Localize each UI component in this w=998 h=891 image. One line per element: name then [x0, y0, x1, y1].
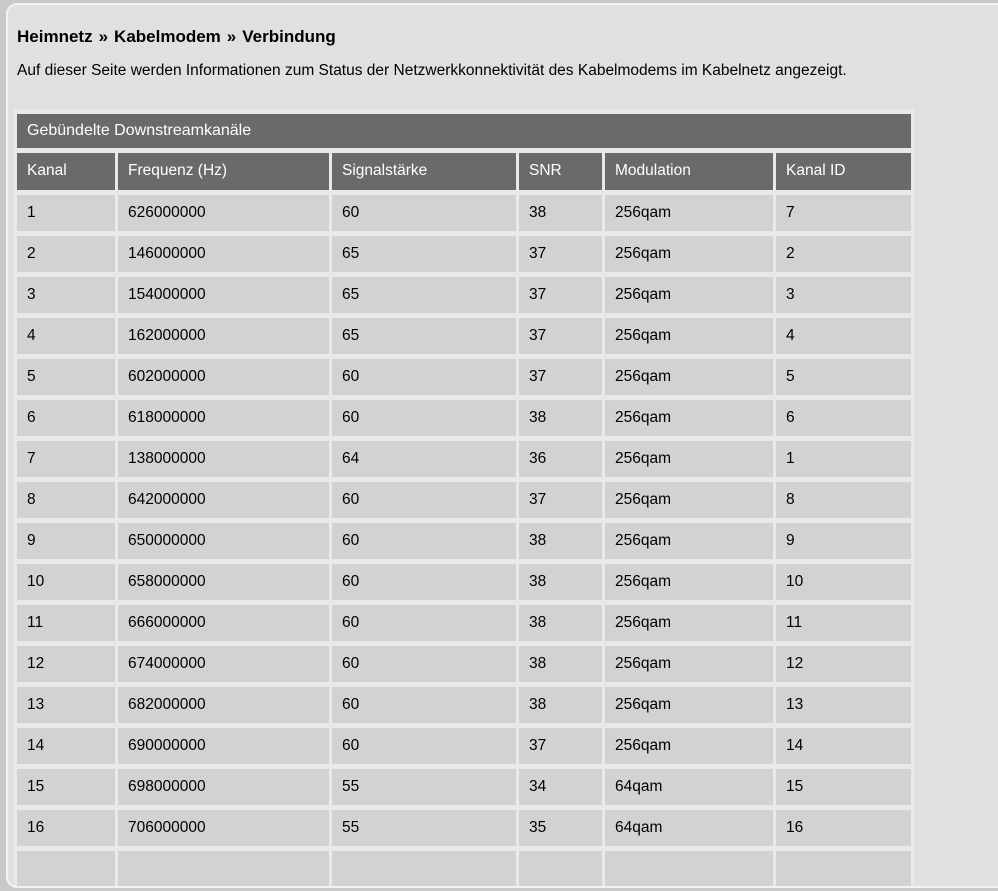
table-row [17, 769, 911, 805]
table-cell: 60 [332, 482, 516, 518]
table-cell: 37 [519, 482, 602, 518]
table-row [17, 646, 911, 682]
table-row [17, 482, 911, 518]
table-cell: 38 [519, 523, 602, 559]
table-row [17, 236, 911, 272]
page-description: Auf dieser Seite werden Informationen zum Status der Netzwerkkonnektivität des Kabelmodems im Kabelnetz angezeigt. [17, 62, 847, 79]
breadcrumb-separator: » [98, 27, 109, 46]
table-row [17, 728, 911, 764]
table-cell: 64qam [605, 769, 773, 805]
table-cell: 65 [332, 236, 516, 272]
table-cell: 256qam [605, 646, 773, 682]
table-cell: 37 [519, 359, 602, 395]
table-row [17, 441, 911, 477]
column-header-modulation: Modulation [605, 153, 773, 190]
table-cell: 8 [776, 482, 911, 518]
table-cell: 60 [332, 564, 516, 600]
column-header-signalstaerke: Signalstärke [332, 153, 516, 190]
table-cell: 14 [17, 728, 115, 764]
table-cell: 65 [332, 277, 516, 313]
table-cell: 626000000 [118, 195, 329, 231]
table-row [17, 523, 911, 559]
table-row [17, 400, 911, 436]
table-cell: 6 [17, 400, 115, 436]
table-cell: 256qam [605, 359, 773, 395]
table-cell: 65 [332, 318, 516, 354]
table-header-row [17, 153, 911, 190]
column-header-kanal-id: Kanal ID [776, 153, 911, 190]
table-title: Gebündelte Downstreamkanäle [17, 114, 911, 148]
table-cell: 1 [776, 441, 911, 477]
table-cell: 55 [332, 810, 516, 846]
table-cell: 12 [17, 646, 115, 682]
table-cell: 602000000 [118, 359, 329, 395]
table-cell: 690000000 [118, 728, 329, 764]
table-cell: 9 [17, 523, 115, 559]
table-cell: 7 [17, 441, 115, 477]
breadcrumb-separator: » [226, 27, 237, 46]
table-cell: 34 [519, 769, 602, 805]
table-row [17, 318, 911, 354]
breadcrumb-item-heimnetz: Heimnetz [17, 27, 93, 46]
column-header-snr: SNR [519, 153, 602, 190]
table-cell: 12 [776, 646, 911, 682]
table-cell: 650000000 [118, 523, 329, 559]
table-cell: 162000000 [118, 318, 329, 354]
table-cell: 674000000 [118, 646, 329, 682]
table-cell: 10 [776, 564, 911, 600]
table-row [17, 277, 911, 313]
table-cell: 38 [519, 195, 602, 231]
table-cell: 9 [776, 523, 911, 559]
breadcrumb-item-kabelmodem: Kabelmodem [114, 27, 221, 46]
table-cell [605, 851, 773, 887]
table-cell: 256qam [605, 687, 773, 723]
table-row [17, 564, 911, 600]
table-cell: 64 [332, 441, 516, 477]
table-cell: 38 [519, 687, 602, 723]
table-cell: 16 [17, 810, 115, 846]
table-cell: 154000000 [118, 277, 329, 313]
table-cell: 666000000 [118, 605, 329, 641]
table-cell: 2 [17, 236, 115, 272]
table-cell: 60 [332, 195, 516, 231]
table-cell: 38 [519, 605, 602, 641]
table-cell: 60 [332, 687, 516, 723]
table-cell: 35 [519, 810, 602, 846]
table-cell: 256qam [605, 728, 773, 764]
table-cell: 3 [776, 277, 911, 313]
table-row [17, 605, 911, 641]
table-cell: 36 [519, 441, 602, 477]
column-header-kanal: Kanal [17, 153, 115, 190]
table-cell: 256qam [605, 605, 773, 641]
breadcrumb-item-verbindung: Verbindung [242, 27, 336, 46]
table-cell: 4 [17, 318, 115, 354]
table-cell: 15 [17, 769, 115, 805]
table-row [17, 359, 911, 395]
table-cell: 3 [17, 277, 115, 313]
table-cell: 698000000 [118, 769, 329, 805]
table-cell: 15 [776, 769, 911, 805]
table-cell: 1 [17, 195, 115, 231]
table-cell [118, 851, 329, 887]
table-cell: 13 [776, 687, 911, 723]
table-cell: 256qam [605, 277, 773, 313]
table-cell: 256qam [605, 523, 773, 559]
table-cell: 4 [776, 318, 911, 354]
table-cell: 60 [332, 646, 516, 682]
table-cell: 60 [332, 523, 516, 559]
downstream-channels-table [14, 109, 914, 889]
table-cell: 11 [776, 605, 911, 641]
table-cell: 706000000 [118, 810, 329, 846]
column-header-frequenz: Frequenz (Hz) [118, 153, 329, 190]
table-cell: 60 [332, 400, 516, 436]
table-cell: 14 [776, 728, 911, 764]
table-cell [776, 851, 911, 887]
table-cell: 5 [776, 359, 911, 395]
table-cell: 64qam [605, 810, 773, 846]
table-cell: 146000000 [118, 236, 329, 272]
table-cell: 256qam [605, 400, 773, 436]
table-cell: 38 [519, 564, 602, 600]
table-cell: 60 [332, 359, 516, 395]
table-row [17, 687, 911, 723]
table-cell: 642000000 [118, 482, 329, 518]
table-cell: 60 [332, 605, 516, 641]
table-cell: 11 [17, 605, 115, 641]
table-cell [332, 851, 516, 887]
breadcrumb [17, 27, 998, 47]
table-cell: 37 [519, 236, 602, 272]
table-cell: 37 [519, 318, 602, 354]
table-cell: 256qam [605, 195, 773, 231]
table-cell: 38 [519, 400, 602, 436]
table-cell: 7 [776, 195, 911, 231]
table-cell: 6 [776, 400, 911, 436]
table-cell: 8 [17, 482, 115, 518]
table-cell: 658000000 [118, 564, 329, 600]
table-cell: 37 [519, 728, 602, 764]
table-cell: 682000000 [118, 687, 329, 723]
table-cell: 618000000 [118, 400, 329, 436]
table-cell: 5 [17, 359, 115, 395]
table-cell [519, 851, 602, 887]
table-cell: 13 [17, 687, 115, 723]
table-cell: 16 [776, 810, 911, 846]
table-cell: 256qam [605, 318, 773, 354]
table-cell: 256qam [605, 482, 773, 518]
table-cell: 55 [332, 769, 516, 805]
table-cell: 60 [332, 728, 516, 764]
table-cell: 37 [519, 277, 602, 313]
table-cell: 256qam [605, 441, 773, 477]
table-row [17, 195, 911, 231]
table-cell: 256qam [605, 236, 773, 272]
table-cell: 138000000 [118, 441, 329, 477]
table-cell: 256qam [605, 564, 773, 600]
table-row [17, 810, 911, 846]
status-panel [6, 3, 998, 888]
table-cell: 38 [519, 646, 602, 682]
table-cell [17, 851, 115, 887]
table-row [17, 851, 911, 887]
table-title-row [17, 114, 911, 148]
table-cell: 2 [776, 236, 911, 272]
table-cell: 10 [17, 564, 115, 600]
